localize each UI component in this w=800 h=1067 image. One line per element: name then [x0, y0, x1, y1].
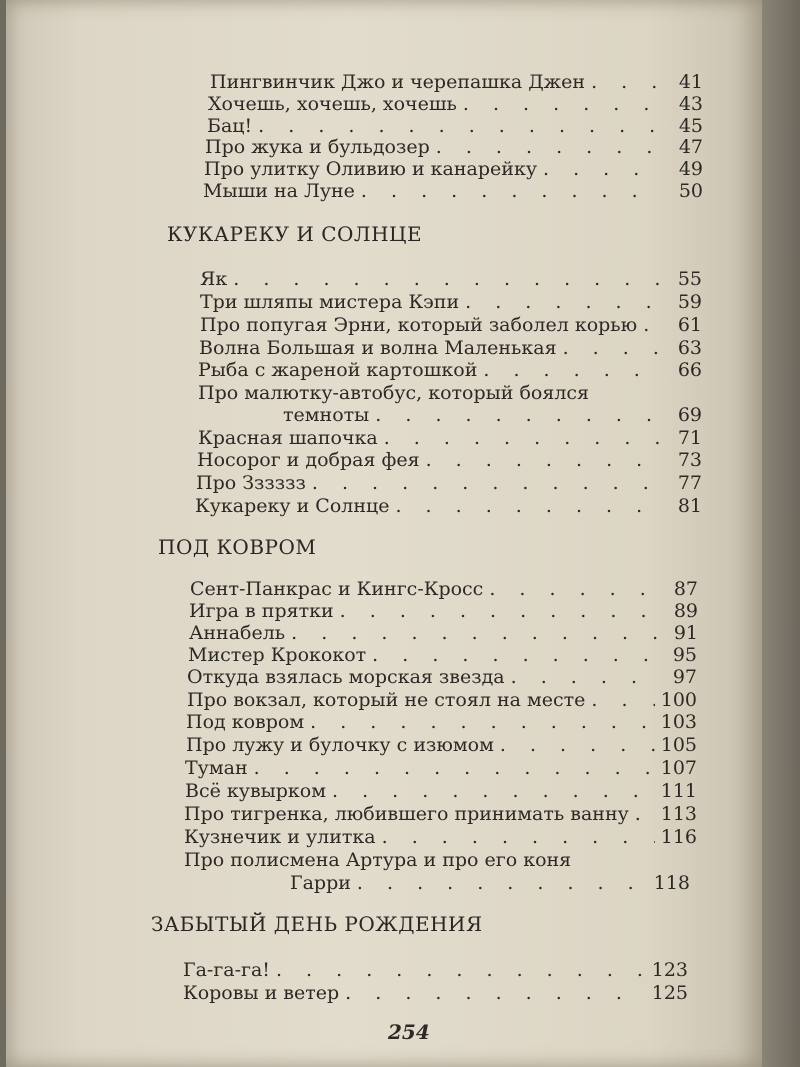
toc-entry — [186, 710, 697, 734]
toc-leader-dots — [384, 426, 662, 450]
toc-leader-dots — [426, 448, 662, 472]
toc-entry-page: 118 — [653, 872, 690, 894]
toc-entry-page: 45 — [678, 115, 703, 137]
toc-entry-title: Рыба с жареной картошкой — [198, 359, 478, 381]
toc-entry — [190, 577, 698, 601]
toc-entry-title: Коровы и ветер — [183, 982, 340, 1004]
toc-leader-dots — [310, 710, 655, 734]
toc-entry — [195, 494, 702, 518]
toc-leader-dots — [543, 157, 663, 181]
toc-entry-page: 59 — [677, 291, 702, 313]
toc-entry — [183, 958, 688, 982]
toc-entry — [210, 70, 703, 94]
toc-leader-dots — [340, 599, 658, 623]
toc-entry — [183, 981, 688, 1005]
toc-entry-title: Про лужу и булочку с изюмом — [186, 734, 494, 756]
toc-leader-dots — [500, 733, 655, 757]
toc-entry-title: Аннабель — [189, 622, 286, 644]
toc-leader-dots — [372, 643, 657, 667]
toc-entry-page: 91 — [673, 622, 698, 644]
toc-entry-title: Красная шапочка — [198, 427, 378, 449]
toc-entry-title: Про улитку Оливию и канарейку — [204, 158, 538, 180]
toc-entry-title: Мистер Крококот — [188, 644, 367, 666]
toc-entry-title: Про попугая Эрни, который заболел корью — [200, 314, 638, 336]
toc-entry-page: 125 — [651, 982, 688, 1004]
page-number: 254 — [388, 1020, 430, 1044]
toc-entry-title: Под ковром — [186, 711, 305, 733]
toc-entry-title-cont: темноты — [283, 404, 370, 426]
toc-leader-dots — [489, 577, 658, 601]
toc-entry — [196, 471, 702, 495]
toc-entry — [185, 756, 697, 780]
toc-leader-dots — [361, 179, 663, 203]
toc-leader-dots — [291, 621, 658, 645]
toc-entry-page: 47 — [678, 136, 703, 158]
toc-entry-title: Про тигренка, любившего принимать ванну — [184, 803, 629, 825]
toc-entry — [198, 381, 702, 405]
toc-entry-page: 95 — [672, 644, 697, 666]
toc-entry-page: 89 — [673, 600, 698, 622]
toc-entry — [184, 848, 697, 872]
toc-leader-dots — [563, 336, 662, 360]
toc-leader-dots — [276, 958, 646, 982]
toc-entry-title: Бац! — [207, 115, 253, 137]
toc-entry — [200, 267, 702, 291]
toc-entry — [199, 336, 702, 360]
toc-entry — [198, 358, 702, 382]
toc-leader-dots — [312, 471, 662, 495]
toc-entry — [188, 643, 697, 667]
toc-entry — [205, 135, 703, 159]
toc-entry-page: 103 — [660, 711, 697, 733]
toc-entry-title: Откуда взялась морская звезда — [187, 666, 505, 688]
toc-entry — [184, 802, 697, 826]
toc-leader-dots — [436, 135, 663, 159]
toc-leader-dots — [463, 92, 663, 116]
toc-leader-dots — [357, 871, 648, 895]
toc-entry-page: 69 — [677, 404, 702, 426]
toc-entry-title: Кузнечик и улитка — [184, 826, 376, 848]
toc-entry-title: Га-га-га! — [183, 959, 270, 981]
toc-entry-title-cont: Гарри — [290, 872, 351, 894]
toc-entry-page: 107 — [660, 757, 697, 779]
toc-entry — [189, 621, 698, 645]
toc-entry-title: Всё кувырком — [185, 780, 327, 802]
toc-leader-dots — [233, 267, 662, 291]
toc-leader-dots — [483, 358, 662, 382]
toc-entry-page: 123 — [651, 959, 688, 981]
toc-leader-dots — [395, 494, 662, 518]
toc-entry-page: 77 — [677, 472, 702, 494]
toc-entry-page: 105 — [660, 734, 697, 756]
toc-entry — [208, 92, 703, 116]
toc-leader-dots — [254, 756, 655, 780]
toc-entry — [198, 426, 702, 450]
toc-entry-page: 73 — [677, 449, 702, 471]
toc-leader-dots — [591, 688, 654, 712]
toc-entry-page: 61 — [677, 314, 702, 336]
toc-leader-dots — [591, 70, 663, 94]
toc-entry-title: Як — [200, 268, 228, 290]
toc-entry-title: Волна Большая и волна Маленькая — [199, 337, 557, 359]
toc-leader-dots — [332, 779, 655, 803]
toc-entry-title: Сент-Панкрас и Кингс-Кросс — [190, 578, 484, 600]
toc-entry-title: Про малютку-автобус, который боялся — [198, 382, 590, 404]
toc-entry-page: 113 — [660, 803, 697, 825]
toc-leader-dots — [375, 403, 662, 427]
toc-entry — [187, 665, 697, 689]
toc-entry-page: 81 — [677, 495, 702, 517]
toc-entry-page: 55 — [677, 268, 702, 290]
toc-entry — [184, 825, 697, 849]
toc-entry-page: 66 — [677, 359, 702, 381]
toc-leader-dots — [635, 802, 655, 826]
toc-entry-page: 43 — [678, 93, 703, 115]
toc-entry-title: Носорог и добрая фея — [197, 449, 420, 471]
toc-entry — [197, 448, 702, 472]
toc-entry-page: 49 — [678, 158, 703, 180]
toc-entry-title: Про жука и бульдозер — [205, 136, 430, 158]
toc-entry-title: Про полисмена Артура и про его коня — [184, 849, 572, 871]
toc-entry-title: Про Зззззз — [196, 472, 306, 494]
toc-entry-page: 41 — [678, 71, 703, 93]
toc-entry-page: 71 — [677, 427, 702, 449]
toc-entry — [200, 313, 702, 337]
toc-entry-page: 116 — [660, 826, 697, 848]
toc-entry-continuation — [283, 403, 702, 427]
toc-entry-title: Мыши на Луне — [203, 180, 355, 202]
toc-entry — [200, 290, 702, 314]
toc-leader-dots — [345, 981, 646, 1005]
toc-entry-title: Кукареку и Солнце — [195, 495, 390, 517]
toc-entry — [186, 733, 697, 757]
toc-entry-page: 63 — [677, 337, 702, 359]
toc-entry-continuation — [290, 871, 690, 895]
section-heading: КУКАРЕКУ И СОЛНЦЕ — [167, 222, 423, 246]
section-heading: ПОД КОВРОМ — [158, 535, 317, 559]
toc-entry-title: Про вокзал, который не стоял на месте — [187, 689, 586, 711]
toc-entry-title: Пингвинчик Джо и черепашка Джен — [210, 71, 586, 93]
toc-entry-page: 111 — [660, 780, 697, 802]
toc-leader-dots — [382, 825, 655, 849]
toc-entry — [189, 599, 698, 623]
toc-entry-page: 100 — [660, 689, 697, 711]
toc-entry-title: Три шляпы мистера Кэпи — [200, 291, 460, 313]
toc-entry — [203, 179, 703, 203]
toc-entry — [187, 688, 697, 712]
toc-leader-dots — [643, 313, 662, 337]
toc-entry-page: 50 — [678, 180, 703, 202]
toc-leader-dots — [511, 665, 657, 689]
toc-entry-title: Игра в прятки — [189, 600, 334, 622]
toc-entry-title: Туман — [185, 757, 248, 779]
section-heading: ЗАБЫТЫЙ ДЕНЬ РОЖДЕНИЯ — [151, 912, 483, 936]
toc-entry-page: 87 — [673, 578, 698, 600]
toc-entry — [185, 779, 697, 803]
toc-entry — [204, 157, 703, 181]
toc-leader-dots — [465, 290, 662, 314]
toc-entry-title: Хочешь, хочешь, хочешь — [208, 93, 457, 115]
toc-entry-page: 97 — [672, 666, 697, 688]
